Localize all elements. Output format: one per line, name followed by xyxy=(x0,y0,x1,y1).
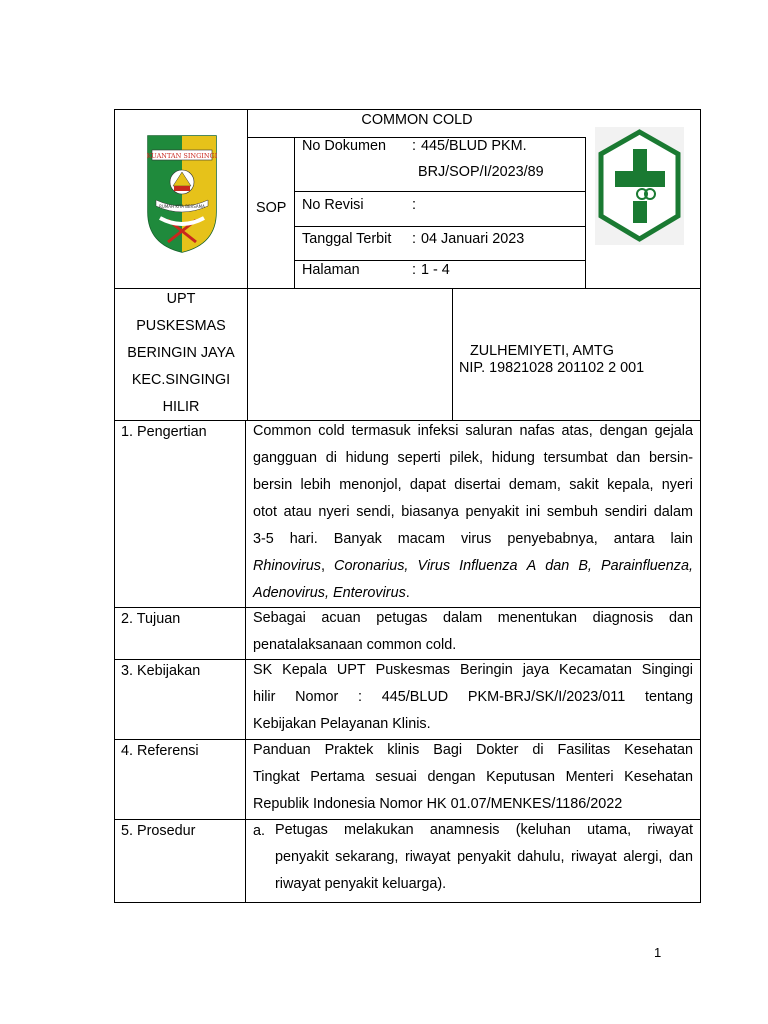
section-text-kebijakan xyxy=(253,657,693,738)
border xyxy=(114,902,701,903)
text-line: Panduan Praktek klinis Bagi Dokter di Fasilitas Kesehatan xyxy=(253,742,693,758)
field-label-halaman: Halaman xyxy=(302,262,360,278)
field-label-no-revisi: No Revisi xyxy=(302,197,364,213)
border xyxy=(585,137,586,288)
border xyxy=(114,109,115,903)
border xyxy=(294,191,586,192)
text-line: Republik Indonesia Nomor HK 01.07/MENKES/1186/2022 xyxy=(253,796,623,812)
section-text-tujuan xyxy=(253,605,693,659)
section-label-referensi: 4. Referensi xyxy=(121,743,199,759)
text-line: gangguan di hidung seperti pilek, hidung tersumbat dan bersin- xyxy=(253,450,693,466)
border xyxy=(247,137,586,138)
section-label-pengertian: 1. Pengertian xyxy=(121,424,207,440)
field-value-tanggal-terbit: 04 Januari 2023 xyxy=(421,231,525,247)
text-line: penatalaksanaan common cold. xyxy=(253,637,457,653)
signatory-name: ZULHEMIYETI, AMTG xyxy=(470,343,614,359)
text-line: Sebagai acuan petugas dalam menentukan diagnosis dan xyxy=(253,610,693,626)
field-label-tanggal-terbit: Tanggal Terbit xyxy=(302,231,392,247)
document-title: COMMON COLD xyxy=(361,112,473,128)
border xyxy=(114,109,701,110)
italic-virus: Adenovirus, Enterovirus xyxy=(253,585,406,601)
border xyxy=(294,137,295,288)
border xyxy=(452,288,453,421)
list-marker: a. xyxy=(253,823,266,839)
sop-label: SOP xyxy=(256,200,287,216)
signatory-nip: NIP. 19821028 201102 2 001 xyxy=(459,360,645,376)
text-line: Kebijakan Pelayanan Klinis. xyxy=(253,716,431,732)
text-line: 3-5 hari. Banyak macam virus penyebabnya, antara lain xyxy=(253,531,693,547)
organization-name xyxy=(114,286,248,421)
text-line: otot atau nyeri sendi, biasanya penyakit ini sembuh sendiri dalam xyxy=(253,504,693,520)
field-sep: : xyxy=(412,197,416,213)
field-value-no-dokumen-cont: BRJ/SOP/I/2023/89 xyxy=(418,164,544,180)
border xyxy=(294,226,586,227)
text-line-italic: Rhinovirus, Coronarius, Virus Influenza A dan B, Parainfluenza, xyxy=(253,558,693,574)
text-line: Common cold termasuk infeksi saluran nafas atas, dengan gejala xyxy=(253,423,693,439)
org-line: KEC.SINGINGI xyxy=(131,372,231,388)
text-line: penyakit sekarang, riwayat penyakit dahulu, riwayat alergi, dan xyxy=(275,849,693,865)
section-text-referensi xyxy=(253,737,693,818)
border xyxy=(700,109,701,903)
puskesmas-logo xyxy=(595,127,684,245)
text-line: bersin lebih menonjol, dapat disertai demam, sakit kepala, nyeri xyxy=(253,477,693,493)
field-label-no-dokumen: No Dokumen xyxy=(302,138,386,154)
kuantan-singingi-emblem xyxy=(146,134,218,258)
org-line: BERINGIN JAYA xyxy=(127,345,235,361)
text-line: hilir Nomor : 445/BLUD PKM-BRJ/SK/I/2023/011 tentang xyxy=(253,689,693,705)
page-number: 1 xyxy=(654,945,662,960)
field-value-halaman: 1 - 4 xyxy=(421,262,450,278)
field-sep: : xyxy=(412,262,416,278)
section-label-prosedur: 5. Prosedur xyxy=(121,823,196,839)
org-line: PUSKESMAS xyxy=(136,318,226,334)
border xyxy=(245,420,246,903)
field-value-no-dokumen: 445/BLUD PKM. xyxy=(421,138,527,154)
text-line-italic xyxy=(253,580,693,607)
text-line: Tingkat Pertama sesuai dengan Keputusan Menteri Kesehatan xyxy=(253,769,693,785)
text-line: SK Kepala UPT Puskesmas Beringin jaya Kecamatan Singingi xyxy=(253,662,693,678)
emblem-ribbon-text: RUMAH KITA BERSAMA xyxy=(159,204,205,209)
emblem-banner-text: KUANTAN SINGINGI xyxy=(146,152,218,160)
text-line: riwayat penyakit keluarga). xyxy=(275,876,447,892)
section-text-pengertian xyxy=(253,418,693,607)
section-text-prosedur xyxy=(275,817,693,898)
org-line: UPT xyxy=(166,291,196,307)
section-label-kebijakan: 3. Kebijakan xyxy=(121,663,201,679)
text-line: Petugas melakukan anamnesis (keluhan utama, riwayat xyxy=(275,822,693,838)
field-sep: : xyxy=(412,231,416,247)
org-line: HILIR xyxy=(162,399,200,415)
text-period: . xyxy=(405,585,410,601)
field-sep: : xyxy=(412,138,416,154)
border xyxy=(247,109,248,288)
section-label-tujuan: 2. Tujuan xyxy=(121,611,181,627)
